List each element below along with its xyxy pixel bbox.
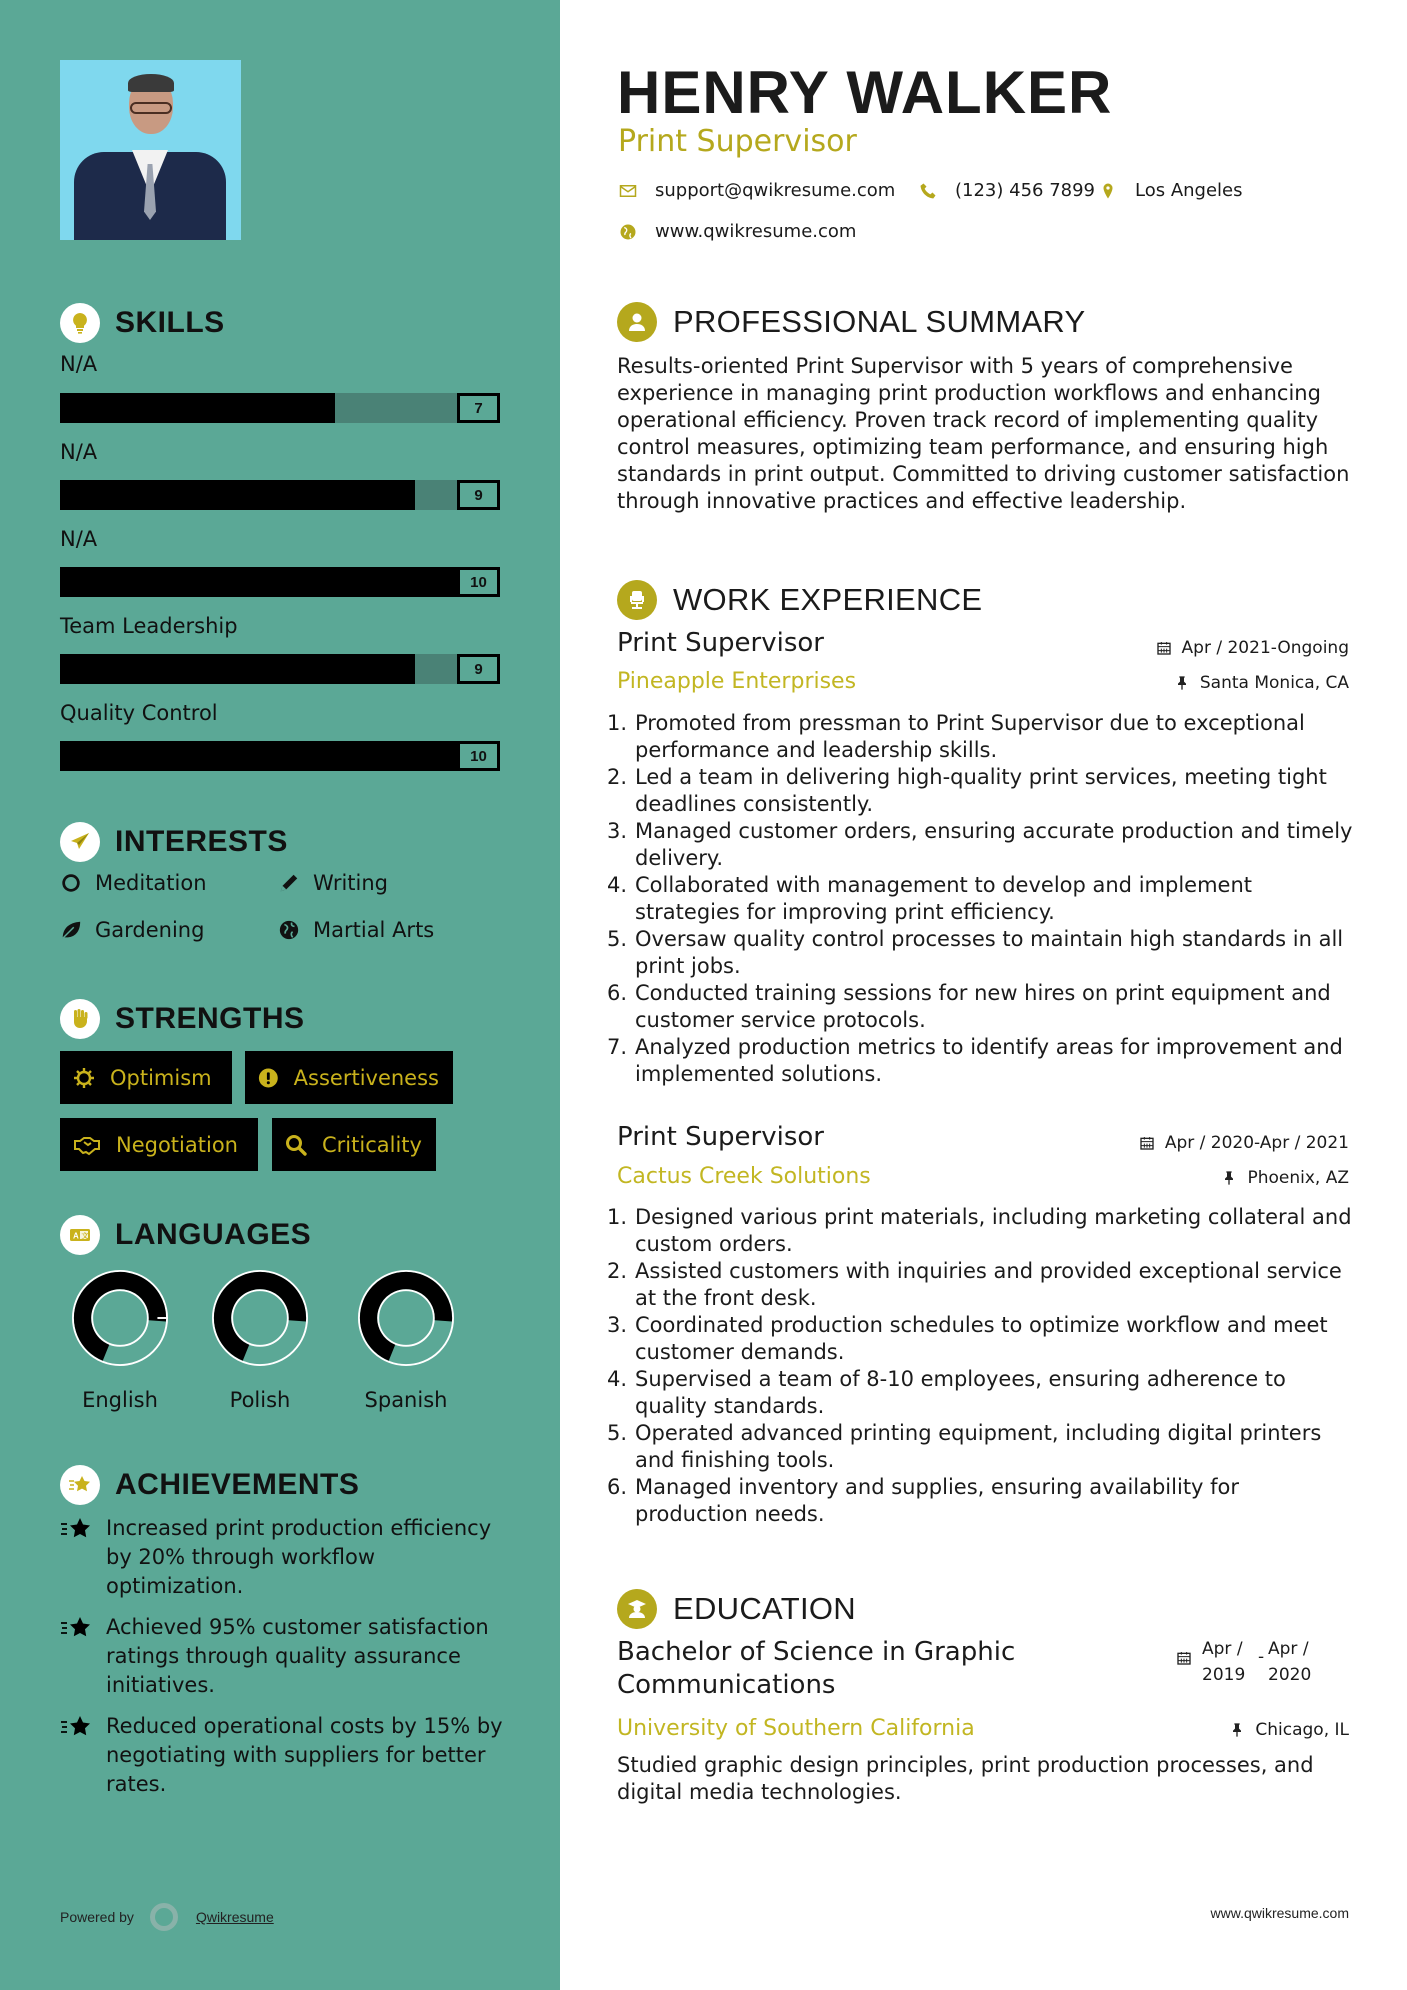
- job-bullet: 7. Analyzed production metrics to identify areas for improvement and implemented solutions.: [607, 1035, 1343, 1086]
- pushpin-icon: [1174, 675, 1190, 691]
- education-location-text: Chicago, IL: [1255, 1720, 1349, 1740]
- education-dates: [1176, 1636, 1324, 1688]
- experience-header: [617, 580, 982, 620]
- star-icon: [60, 1516, 92, 1544]
- job-bullet: 6. Managed inventory and supplies, ensuring availability for production needs.: [607, 1475, 1240, 1526]
- skill-bar: [60, 480, 500, 510]
- interest-label: Martial Arts: [313, 918, 435, 942]
- job-role: Print Supervisor: [617, 628, 824, 658]
- paper-plane-icon: [60, 822, 100, 862]
- experience-title: WORK EXPERIENCE: [673, 582, 983, 617]
- job-bullets: [607, 1204, 1357, 1528]
- education-degree: Bachelor of Science in Graphic Communications: [617, 1637, 1016, 1700]
- globe-icon: [619, 223, 637, 241]
- star-badge-icon: [60, 1465, 100, 1505]
- office-chair-icon: [617, 580, 657, 620]
- fist-icon: [60, 999, 100, 1039]
- circle-icon: [60, 872, 82, 894]
- job-bullet: 2. Led a team in delivering high-quality print services, meeting tight deadlines consistently.: [607, 765, 1327, 816]
- interest-item: [278, 918, 434, 942]
- contact-website: [619, 221, 856, 242]
- summary-header: [617, 302, 1086, 342]
- strength-label: Criticality: [322, 1132, 422, 1157]
- skills-header: [60, 303, 225, 343]
- skills-title: SKILLS: [115, 306, 225, 339]
- language-ring: [72, 1270, 168, 1366]
- skill-bar: [60, 393, 500, 423]
- interest-label: Gardening: [95, 918, 205, 942]
- phone-text: (123) 456 7899: [955, 180, 1096, 201]
- powered-by: [60, 1903, 274, 1931]
- candidate-name: HENRY WALKER: [617, 59, 1113, 126]
- pushpin-icon: [1221, 1170, 1237, 1186]
- language-ring: [212, 1270, 308, 1366]
- skill-bar-fill: [60, 567, 457, 597]
- education-header: [617, 1589, 856, 1629]
- profile-photo: [60, 60, 241, 240]
- interests-title: INTERESTS: [115, 825, 288, 858]
- graduate-icon: [617, 1589, 657, 1629]
- user-icon: [617, 302, 657, 342]
- language-ring: [358, 1270, 454, 1366]
- achievement-item: [60, 1613, 510, 1700]
- skill-bar: [60, 567, 500, 597]
- strength-tag: [245, 1051, 453, 1104]
- job-bullet: 4. Collaborated with management to develop and implement strategies for improving print efficiency.: [607, 873, 1252, 924]
- pencil-icon: [278, 872, 300, 894]
- calendar-icon: [1139, 1135, 1155, 1151]
- strength-tag: [60, 1118, 258, 1171]
- achievement-item: [60, 1712, 510, 1799]
- star-icon: [60, 1615, 92, 1643]
- summary-title: PROFESSIONAL SUMMARY: [673, 304, 1086, 339]
- interests-header: [60, 822, 288, 862]
- education-title: EDUCATION: [673, 1591, 856, 1626]
- leaf-icon: [60, 919, 82, 941]
- languages-header: [60, 1215, 311, 1255]
- phone-icon: [919, 182, 937, 200]
- education-location: [1229, 1720, 1349, 1740]
- skill-bar-fill: [60, 654, 415, 684]
- skill-value: 10: [457, 567, 500, 597]
- map-pin-icon: [1099, 182, 1117, 200]
- skill-label: N/A: [60, 440, 98, 464]
- achievement-item: [60, 1514, 510, 1601]
- job-dates: [1156, 638, 1349, 658]
- job-dates: [1139, 1133, 1349, 1153]
- strength-tag: [272, 1118, 436, 1171]
- contact-location: [1099, 180, 1243, 201]
- interest-label: Writing: [313, 871, 388, 895]
- job-location-text: Phoenix, AZ: [1247, 1168, 1349, 1188]
- skill-value: 10: [457, 741, 500, 771]
- skill-label: Team Leadership: [60, 614, 238, 638]
- svg-text:文: 文: [81, 1233, 89, 1240]
- job-location: [1221, 1168, 1349, 1188]
- skill-bar: [60, 741, 500, 771]
- email-text: support@qwikresume.com: [655, 180, 896, 201]
- achievements-title: ACHIEVEMENTS: [115, 1468, 360, 1501]
- powered-by-label: Powered by: [60, 1909, 134, 1925]
- skill-bar-fill: [60, 480, 415, 510]
- job-bullet: 5. Oversaw quality control processes to maintain high standards in all print jobs.: [607, 927, 1344, 978]
- job-company: Pineapple Enterprises: [617, 669, 857, 694]
- language-item: [356, 1270, 456, 1412]
- job-location: [1174, 673, 1349, 693]
- language-label: Spanish: [364, 1388, 448, 1412]
- job-dates-text: Apr / 2021-Ongoing: [1181, 638, 1349, 658]
- education-date-separator: -: [1258, 1647, 1265, 1667]
- language-label: Polish: [229, 1388, 291, 1412]
- interest-item: [60, 918, 204, 942]
- sun-icon: [72, 1066, 96, 1090]
- handshake-icon: [72, 1133, 102, 1157]
- skill-bar-fill: [60, 393, 335, 423]
- skill-label: N/A: [60, 352, 98, 376]
- interest-item: [60, 871, 207, 895]
- language-label: English: [82, 1388, 158, 1412]
- candidate-title: Print Supervisor: [618, 124, 857, 159]
- job-bullet: 5. Operated advanced printing equipment, including digital printers and finishing tools.: [607, 1421, 1322, 1472]
- achievements-header: [60, 1465, 359, 1505]
- strengths-header: [60, 999, 305, 1039]
- job-bullet: 3. Managed customer orders, ensuring accurate production and timely delivery.: [607, 819, 1353, 870]
- job-bullets: [607, 710, 1357, 1088]
- lightbulb-icon: [60, 303, 100, 343]
- achievement-text: Reduced operational costs by 15% by negotiating with suppliers for better rates.: [106, 1714, 503, 1796]
- strengths-title: STRENGTHS: [115, 1002, 305, 1035]
- star-icon: [60, 1714, 92, 1742]
- contact-phone: [919, 180, 1095, 201]
- search-icon: [284, 1133, 308, 1157]
- strength-label: Optimism: [110, 1065, 212, 1090]
- skill-bar: [60, 654, 500, 684]
- skill-value: 7: [457, 393, 500, 423]
- education-start: Apr / 2019: [1202, 1639, 1246, 1685]
- achievement-text: Achieved 95% customer satisfaction ratings through quality assurance initiatives.: [106, 1615, 489, 1697]
- skill-bar-fill: [60, 741, 457, 771]
- job-bullet: 6. Conducted training sessions for new hires on print equipment and customer service protocols.: [607, 981, 1331, 1032]
- interest-item: [278, 871, 388, 895]
- job-bullet: 1. Promoted from pressman to Print Supervisor due to exceptional performance and leadership skills.: [607, 711, 1305, 762]
- strength-label: Negotiation: [116, 1132, 238, 1157]
- job-bullet: 3. Coordinated production schedules to optimize workflow and meet customer demands.: [607, 1313, 1328, 1364]
- education-school: University of Southern California: [617, 1716, 975, 1741]
- job-location-text: Santa Monica, CA: [1199, 673, 1349, 693]
- footer-url[interactable]: www.qwikresume.com: [1210, 1905, 1349, 1921]
- calendar-icon: [1176, 1650, 1192, 1666]
- skill-label: N/A: [60, 527, 98, 551]
- contact-email: [619, 180, 895, 201]
- education-description: Studied graphic design principles, print production processes, and digital media technologies.: [617, 1753, 1314, 1804]
- skill-value: 9: [457, 654, 500, 684]
- summary-text: Results-oriented Print Supervisor with 5 years of comprehensive experience in managing print production workflows and enhancing operational efficiency. Proven track record of implementing quality control measures, optimizing team performance, and ensuring high standards in print output. Committed to driving customer satisfaction through innovative practices and effective leadership.: [617, 354, 1350, 513]
- strength-label: Assertiveness: [293, 1065, 439, 1090]
- language-item: [210, 1270, 310, 1412]
- calendar-icon: [1156, 640, 1172, 656]
- job-bullet: 4. Supervised a team of 8-10 employees, ensuring adherence to quality standards.: [607, 1367, 1286, 1418]
- job-bullet: 1. Designed various print materials, including marketing collateral and custom orders.: [607, 1205, 1352, 1256]
- interest-label: Meditation: [95, 871, 207, 895]
- job-dates-text: Apr / 2020-Apr / 2021: [1164, 1133, 1349, 1153]
- translate-icon: [60, 1215, 100, 1255]
- qwikresume-link[interactable]: Qwikresume: [195, 1909, 274, 1925]
- job-bullet: 2. Assisted customers with inquiries and provided exceptional service at the front desk.: [607, 1259, 1342, 1310]
- job-company: Cactus Creek Solutions: [617, 1164, 871, 1189]
- envelope-icon: [619, 182, 637, 200]
- pushpin-icon: [1229, 1722, 1245, 1738]
- job-role: Print Supervisor: [617, 1122, 824, 1152]
- education-end: Apr / 2020: [1268, 1639, 1312, 1685]
- skill-value: 9: [457, 480, 500, 510]
- skill-label: Quality Control: [60, 701, 218, 725]
- sidebar: [0, 0, 560, 1990]
- website-text: www.qwikresume.com: [655, 221, 857, 242]
- languages-title: LANGUAGES: [115, 1218, 312, 1251]
- language-item: [70, 1270, 170, 1412]
- strength-tag: [60, 1051, 232, 1104]
- globe-icon: [278, 919, 300, 941]
- achievement-text: Increased print production efficiency by 20% through workflow optimization.: [106, 1516, 492, 1598]
- qwikresume-logo-icon: [150, 1903, 178, 1931]
- svg-text:A: A: [73, 1231, 79, 1241]
- location-text: Los Angeles: [1135, 180, 1243, 201]
- exclamation-icon: [257, 1066, 280, 1090]
